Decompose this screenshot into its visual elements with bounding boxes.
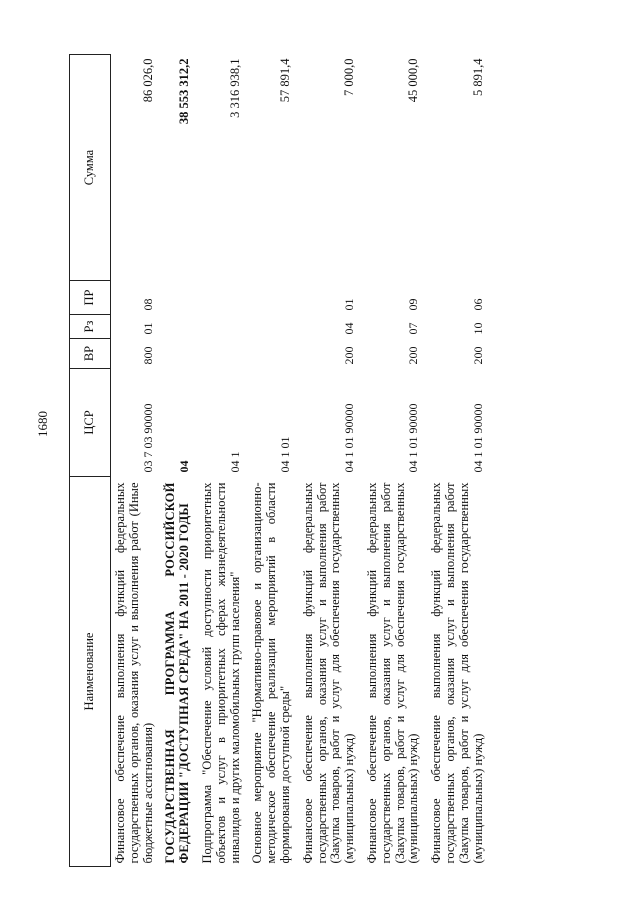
row-rz xyxy=(161,315,198,339)
table-row xyxy=(363,55,427,867)
row-csr: 04 1 01 90000 xyxy=(342,403,357,473)
header-vr: ВР xyxy=(70,339,111,369)
budget-table xyxy=(69,54,491,867)
header-rz: Рз xyxy=(70,315,111,339)
row-name: Финансовое обеспечение выполнения функций федеральных государственных органов, оказания услуг и выполнения работ (Закупка товаров, работ и услуг для обеспечения государственных (муниципальных) нужд) xyxy=(364,482,421,864)
row-pr: 01 xyxy=(342,298,357,311)
row-rz xyxy=(248,315,298,339)
row-rz: 07 xyxy=(406,322,421,335)
row-name: Подпрограмма "Обеспечение условий доступности приоритетных объектов и услуг в приоритетных сферах жизнедеятельности инвалидов и других маломобильных групп населения" xyxy=(199,482,242,864)
row-vr: 200 xyxy=(342,346,357,365)
row-sum: 5 891,4 xyxy=(470,58,485,96)
row-vr: 200 xyxy=(406,346,421,365)
table-row xyxy=(299,55,363,867)
row-pr: 06 xyxy=(470,298,485,311)
budget-table-container xyxy=(69,55,597,867)
row-name: ГОСУДАРСТВЕННАЯ ПРОГРАММА РОССИЙСКОЙ ФЕДЕРАЦИИ "ДОСТУПНАЯ СРЕДА" НА 2011 - 2020 ГОДЫ xyxy=(163,482,192,864)
table-row xyxy=(111,55,162,867)
row-pr: 09 xyxy=(406,298,421,311)
page-number: 1680 xyxy=(35,411,50,437)
row-rz: 01 xyxy=(140,322,155,335)
header-name: Наименование xyxy=(70,477,111,867)
row-csr: 04 1 xyxy=(227,451,242,473)
table-row xyxy=(248,55,298,867)
row-rz xyxy=(198,315,248,339)
row-sum: 45 000,0 xyxy=(406,58,421,103)
table-row xyxy=(161,55,198,867)
row-name: Финансовое обеспечение выполнения функций федеральных государственных органов, оказания услуг и выполнения работ (Закупка товаров, работ и услуг для обеспечения государственных (муниципальных) нужд) xyxy=(429,482,485,864)
row-sum: 38 553 312,2 xyxy=(177,58,192,125)
row-rz: 10 xyxy=(470,322,485,335)
row-sum: 7 000,0 xyxy=(342,58,357,96)
row-csr: 04 1 01 90000 xyxy=(406,403,421,473)
row-vr xyxy=(198,339,248,369)
header-csr: ЦСР xyxy=(70,369,111,477)
row-pr xyxy=(248,281,298,315)
row-vr xyxy=(248,339,298,369)
row-sum: 86 026,0 xyxy=(140,58,155,103)
row-rz: 04 xyxy=(342,322,357,335)
row-vr: 200 xyxy=(470,346,485,365)
row-sum: 57 891,4 xyxy=(277,58,292,103)
row-name: Финансовое обеспечение выполнения функций федеральных государственных органов, оказания услуг и выполнения работ (Иные бюджетные ассигнования) xyxy=(113,482,155,864)
table-row xyxy=(427,55,491,867)
row-csr: 04 1 01 90000 xyxy=(470,403,485,473)
row-vr: 800 xyxy=(140,346,155,365)
row-vr xyxy=(161,339,198,369)
row-pr: 08 xyxy=(140,298,155,311)
row-sum: 3 316 938,1 xyxy=(227,58,242,118)
table-header-row xyxy=(70,55,111,867)
row-pr xyxy=(161,281,198,315)
table-row xyxy=(198,55,248,867)
header-pr: ПР xyxy=(70,281,111,315)
row-name: Финансовое обеспечение выполнения функций федеральных государственных органов, оказания услуг и выполнения работ (Закупка товаров, работ и услуг для обеспечения государственных (муниципальных) нужд) xyxy=(300,482,357,864)
row-csr: 04 xyxy=(177,460,192,473)
row-name: Основное мероприятие "Нормативно-правовое и организационно-методическое обеспечение реализации мероприятий в области формирования доступной среды" xyxy=(250,482,292,864)
header-sum: Сумма xyxy=(70,55,111,281)
row-csr: 03 7 03 90000 xyxy=(140,403,155,473)
row-pr xyxy=(198,281,248,315)
row-csr: 04 1 01 xyxy=(277,436,292,473)
